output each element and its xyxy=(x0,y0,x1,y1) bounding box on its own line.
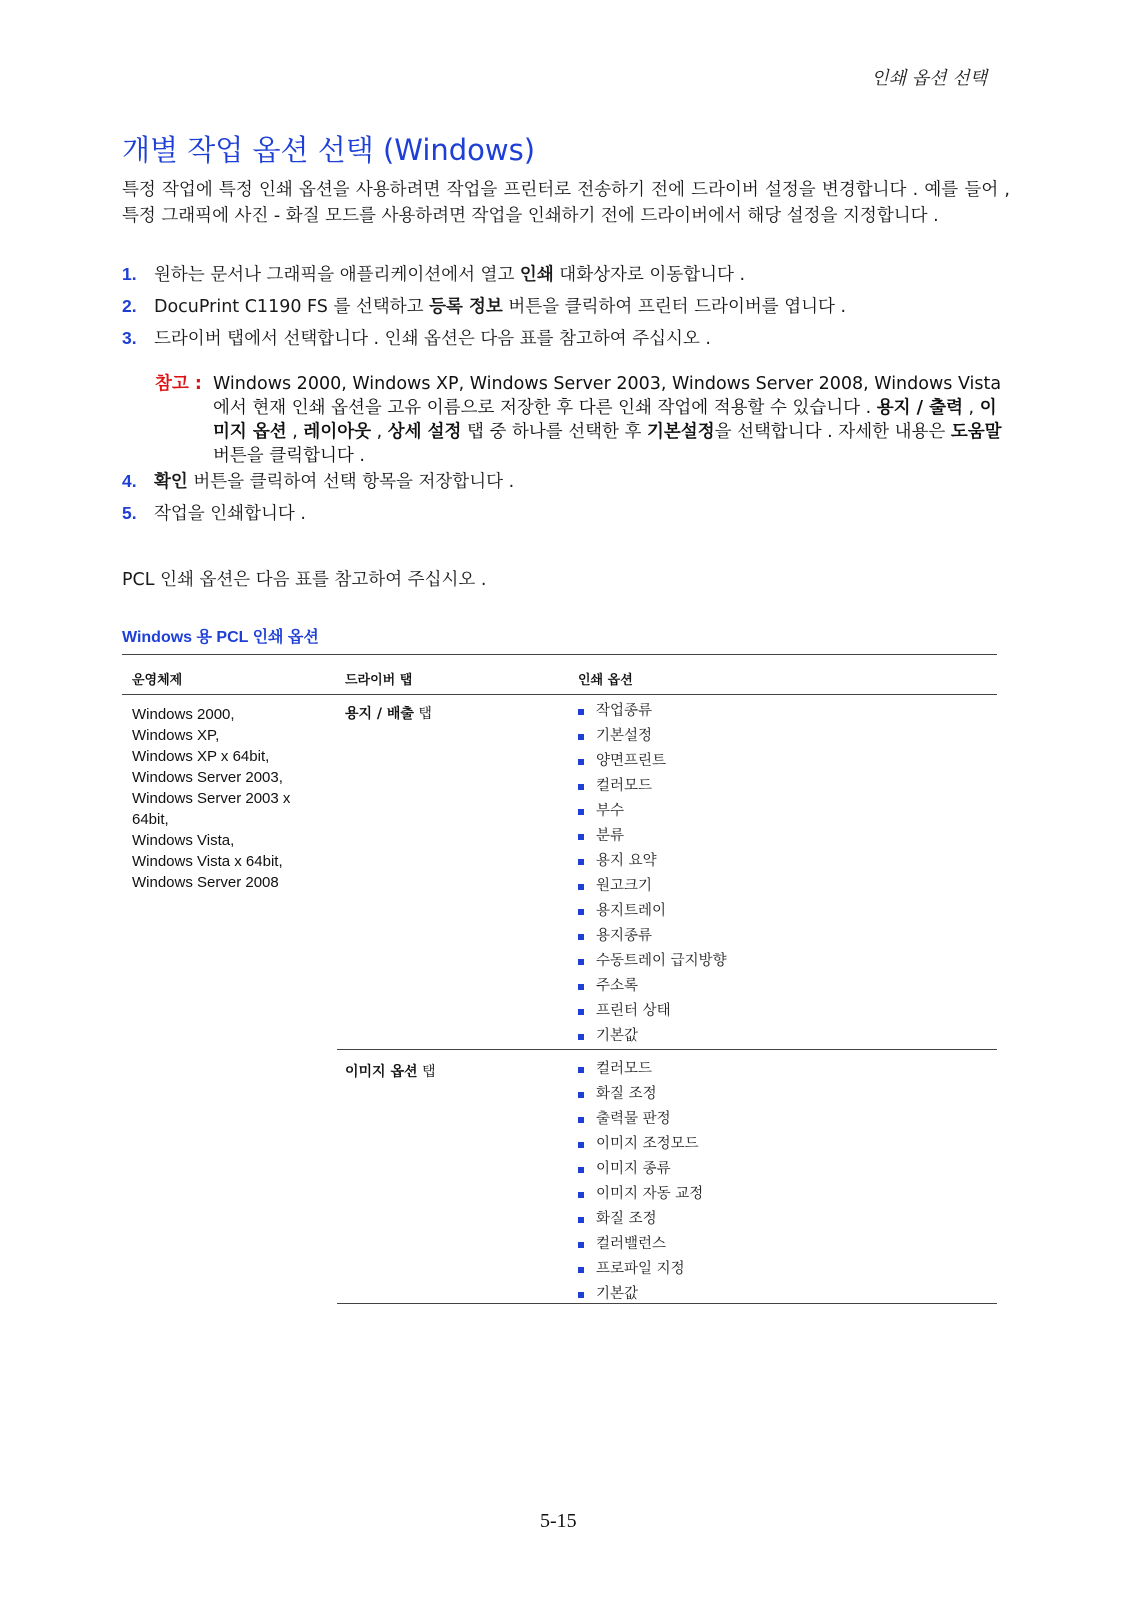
list-item: 작업종류 xyxy=(578,699,727,724)
os-cell: Windows 2000, Windows XP, Windows XP x 64bit, Windows Server 2003, Windows Server 2003 x 64bit, Windows Vista, Windows Vista x 64bit, Windows Server 2008 xyxy=(132,706,291,891)
step-1: 1. 원하는 문서나 그래픽을 애플리케이션에서 열고 인쇄 대화상자로 이동합니다 . xyxy=(122,261,1002,288)
list-item: 화질 조정 xyxy=(578,1082,703,1107)
step-3: 3. 드라이버 탭에서 선택합니다 . 인쇄 옵션은 다음 표를 참고하여 주십시오 . xyxy=(122,325,1002,352)
step-number: 3. xyxy=(122,328,137,348)
list-item: 이미지 조정모드 xyxy=(578,1132,703,1157)
list-item: 컬러모드 xyxy=(578,774,727,799)
list-item: 화질 조정 xyxy=(578,1207,703,1232)
step-number: 4. xyxy=(122,471,137,491)
table-title: Windows 용 PCL 인쇄 옵션 xyxy=(122,629,319,646)
group-divider xyxy=(337,1049,997,1050)
list-item: 컬러밸런스 xyxy=(578,1232,703,1257)
list-item: 프린터 상태 xyxy=(578,999,727,1024)
list-item: 기본값 xyxy=(578,1024,727,1049)
step-2: 2. DocuPrint C1190 FS 를 선택하고 등록 정보 버튼을 클릭하여 프린터 드라이버를 엽니다 . xyxy=(122,293,1002,320)
list-item: 컬러모드 xyxy=(578,1057,703,1082)
page-title: 개별 작업 옵션 선택 (Windows) xyxy=(122,133,536,167)
note xyxy=(155,372,1010,468)
list-item: 용지종류 xyxy=(578,924,727,949)
list-item: 기본값 xyxy=(578,1282,703,1307)
note-body: Windows 2000, Windows XP, Windows Server 2003, Windows Server 2008, Windows Vista 에서 현재 인쇄 옵션을 고유 이름으로 저장한 후 다른 인쇄 작업에 적용할 수 있습니다 . 용지 / 출력 , 이미지 옵션 , 레이아웃 , 상세 설정 탭 중 하나를 선택한 후 기본설정을 선택합니다 . 자세한 내용은 도움말 버튼을 클릭합니다 . xyxy=(213,374,1002,466)
pcl-intro: PCL 인쇄 옵션은 다음 표를 참고하여 주십시오 . xyxy=(122,570,487,590)
header-print-options: 인쇄 옵션 xyxy=(578,673,633,688)
note-label: 참고 : xyxy=(155,374,202,394)
list-item: 출력물 판정 xyxy=(578,1107,703,1132)
step-number: 1. xyxy=(122,264,137,284)
running-header: 인쇄 옵션 선택 xyxy=(871,68,987,89)
list-item: 이미지 자동 교정 xyxy=(578,1182,703,1207)
list-item: 용지트레이 xyxy=(578,899,727,924)
header-driver-tab: 드라이버 탭 xyxy=(345,673,413,688)
list-item: 프로파일 지정 xyxy=(578,1257,703,1282)
list-item: 이미지 종류 xyxy=(578,1157,703,1182)
header-os: 운영체제 xyxy=(132,673,183,688)
list-item: 주소록 xyxy=(578,974,727,999)
list-item: 기본설정 xyxy=(578,724,727,749)
list-item: 수동트레이 급지방향 xyxy=(578,949,727,974)
intro-paragraph: 특정 작업에 특정 인쇄 옵션을 사용하려면 작업을 프린터로 전송하기 전에 드라이버 설정을 변경합니다 . 예를 들어 , 특정 그래픽에 사진 - 화질 모드를 사용하려면 작업을 인쇄하기 전에 드라이버에서 해당 설정을 지정합니다 . xyxy=(122,180,1010,226)
page-number: 5-15 xyxy=(540,1510,577,1532)
step-5: 5. 작업을 인쇄합니다 . xyxy=(122,500,1002,527)
table-bottom-rule xyxy=(337,1303,997,1304)
step-number: 2. xyxy=(122,296,137,316)
driver-tab-image-options: 이미지 옵션 탭 xyxy=(345,1064,436,1080)
list-item: 용지 요약 xyxy=(578,849,727,874)
table-header-rule xyxy=(122,694,997,695)
step-number: 5. xyxy=(122,503,137,523)
list-item: 양면프린트 xyxy=(578,749,727,774)
options-list-paper-output xyxy=(578,699,727,1049)
list-item: 분류 xyxy=(578,824,727,849)
driver-tab-paper-output: 용지 / 배출 탭 xyxy=(345,706,432,722)
table-top-rule xyxy=(122,654,997,655)
step-4: 4. 확인 버튼을 클릭하여 선택 항목을 저장합니다 . xyxy=(122,468,1002,495)
options-list-image-options xyxy=(578,1057,703,1307)
list-item: 부수 xyxy=(578,799,727,824)
list-item: 원고크기 xyxy=(578,874,727,899)
